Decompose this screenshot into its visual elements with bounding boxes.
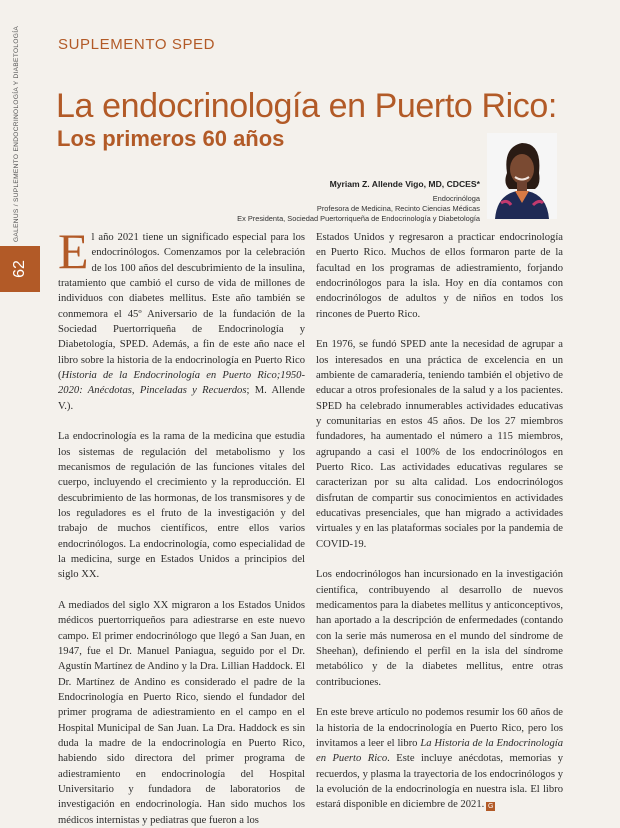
book-title-italic: La Historia de la Endocrinología en Puerto Rico — [316, 737, 563, 765]
author-affiliation: Profesora de Medicina, Recinto Ciencias Médicas — [316, 204, 480, 213]
author-block — [150, 178, 480, 224]
author-role: Endocrinóloga — [432, 194, 480, 203]
book-title-italic: Historia de la Endocrinología en Puerto Rico;1950-2020: Anécdotas, Pinceladas y Recuerdos — [58, 370, 305, 397]
paragraph: Estados Unidos y regresaron a practicar endocrinología en Puerto Rico. Muchos de ellos formaron parte de la facultad en los programas de adiestramiento, forjando endocrinólogos para la isla. Hoy en día contamos con endocrinólogos de adultos y de niños en todos los rincones de Puerto Rico. — [316, 232, 563, 320]
text-run: . Este incluye anécdotas, memorias y recuerdos, y plasma la trayectoria de los endocrinólogos y la evolución de la endocrinología en nuestra isla. El libro estará disponible en diciembre de 2021. — [316, 753, 564, 811]
paragraph — [316, 705, 563, 812]
section-label: SUPLEMENTO SPED — [58, 36, 216, 53]
text-run: En este breve artículo no podemos resumir los 60 años de la historia de la endocrinología en Puerto Rico, pero los invitamos a leer el libro — [316, 707, 563, 749]
paragraph: A mediados del siglo XX migraron a los Estados Unidos médicos puertorriqueños para adiestrarse en este nuevo campo. El primer endocrinólogo que llegó a San Juan, en 1947, fue el Dr. Manuel Paniagua, seguido por el Dr. Agustín Martínez de Andino y la Dra. Lillian Haddock. El Dr. Martínez de Andino es considerado el padre de la Endocrinología en Puerto Rico, siendo el fundador del primer programa de adiestramiento en el campo en el Hospital Municipal de San Juan. La Dra. Haddock es sin duda la madre de la endocrinología en Puerto Rico, habiendo sido directora del primer programa de adiestramiento en endocrinología del Hospital Universitario y fundadora de laboratorios de investigación en endocrinología. Han sido muchos los médicos internistas y pediatras que fueron a los — [58, 599, 305, 826]
page-number: 62 — [10, 260, 28, 278]
paragraph: Los endocrinólogos han incursionado en la investigación científica, contribuyendo al desarrollo de nuevos medicamentos para la diabetes mellitus y anticonceptivos, han aportado a la descripción de enfermedades (contando con la serie más numerosa en el mundo del síndrome de Sheehan), definiendo el perfil en la isla del síndrome metabólico y de la diabetes mellitus, entre otras contribuciones. — [316, 569, 563, 688]
page-number-box — [0, 246, 40, 292]
paragraph — [58, 223, 305, 414]
article-subtitle: Los primeros 60 años — [57, 126, 285, 151]
left-margin — [0, 0, 40, 802]
portrait-icon — [487, 133, 557, 219]
end-mark-icon: G — [488, 803, 494, 811]
text-run: l año 2021 tiene un significado especial para los endocrinólogos. Comenzamos por la celebración de los 100 años del descubrimiento de la insulina, tratamiento que cambió el curso de vida de millones de individuos con diabetes mellitus. Este año también se conmemora el 45º Aniversario de la fundación de la Sociedad Puertorriqueña de Endocrinología y Diabetología, SPED. Además, a fin de este año nace el libro sobre la historia de la endocrinología en Puerto Rico ( — [58, 232, 305, 382]
text-column-left — [58, 223, 305, 828]
paragraph: La endocrinología es la rama de la medicina que estudia los sistemas de regulación del metabolismo y los mecanismos de regulación de las funciones vitales del cuerpo, incluyendo el crecimiento y la reproducción. El descubrimiento de las hormonas, de los transmisores y de los reguladores es el fruto de la investigación y del trabajo de muchos científicos, entre ellos varios endocrinólogos. La endocrinología, como especialidad de la medicina, surge en Estados Unidos a principios del siglo XX. — [58, 431, 305, 581]
running-header: GALENUS / SUPLEMENTO ENDOCRINOLOGÍA Y DIABETOLOGÍA — [13, 25, 20, 242]
text-run: ; M. Allende V.). — [58, 385, 305, 412]
article-title: La endocrinología en Puerto Rico: — [56, 87, 557, 125]
author-name: Myriam Z. Allende Vigo, MD, CDCES* — [329, 179, 480, 189]
paragraph: En 1976, se fundó SPED ante la necesidad de agrupar a los interesados en una práctica de excelencia en un ambiente de camaradería, teniendo también el objetivo de educar a otros profesionales de la salud y a los pacientes. SPED ha celebrado innumerables actividades educativas y comunitarias en estos 45 años. De los 27 miembros fundadores, ha aumentado el número a 115 miembros, agrupando a casi el 100% de los endocrinólogos en Puerto Rico. Las actividades educativas regulares se caracterizan por su alta calidad. Los endocrinólogos disfrutan de compartir sus conocimientos en actividades educativas presenciales, que han migrado a actividades virtuales y en las plataformas sociales por la pandemia de COVID-19. — [316, 339, 563, 550]
author-position: Ex Presidenta, Sociedad Puertorriqueña de Endocrinología y Diabetología — [237, 214, 480, 223]
author-photo — [487, 133, 557, 219]
drop-cap: E — [58, 223, 89, 279]
text-column-right — [316, 230, 563, 813]
